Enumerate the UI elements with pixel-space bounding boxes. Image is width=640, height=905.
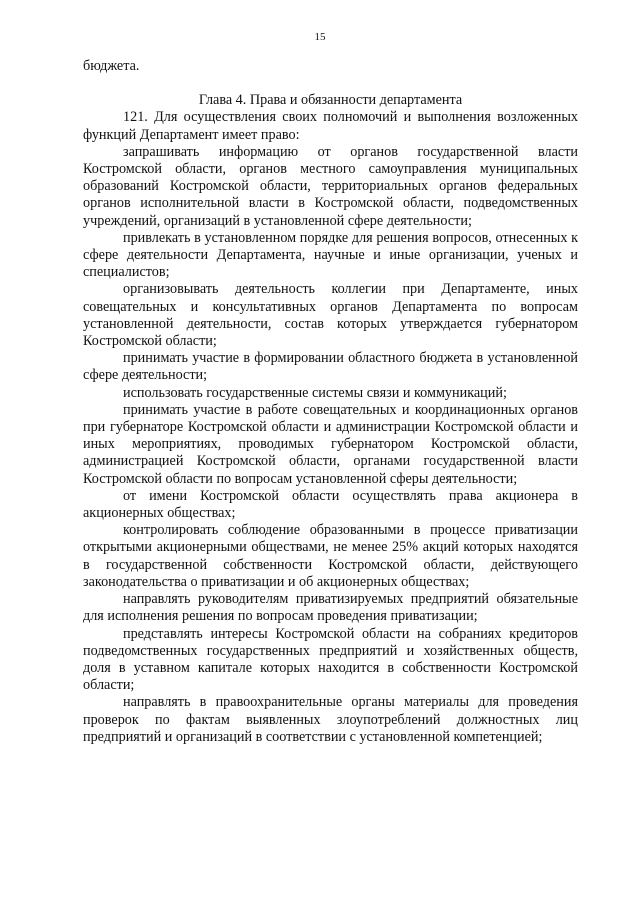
right-item-2: привлекать в установленном порядке для решения вопросов, отнесенных к сфере деятельности Департамента, научные и иные организации, ученых и специалистов; [83,229,578,281]
right-item-1: запрашивать информацию от органов государственной власти Костромской области, органов местного самоуправления муниципальных образований Костромской области, территориальных органов федеральных органов исполнительной власти в Костромской области, подведомственных учреждений, организаций в установленной сфере деятельности; [83,143,578,229]
document-body [83,58,578,746]
clause-121-intro: 121. Для осуществления своих полномочий и выполнения возложенных функций Департамент имеет право: [83,109,578,143]
right-item-6: принимать участие в работе совещательных и координационных органов при губернаторе Костромской области и администрации Костромской области и иных мероприятиях, проводимых губернатором Костромской области, администрацией Костромской области, органами государственной власти Костромской области по вопросам установленной сферы деятельности; [83,401,578,487]
chapter-title: Глава 4. Права и обязанности департамента [198,92,463,109]
right-item-4: принимать участие в формировании областного бюджета в установленной сфере деятельности; [83,350,578,384]
right-item-11: направлять в правоохранительные органы материалы для проведения проверок по фактам выявленных злоупотреблений должностных лиц предприятий и организаций в соответствии с установленной компетенцией; [83,694,578,745]
right-item-9: направлять руководителям приватизируемых предприятий обязательные для исполнения решения по вопросам проведения приватизации; [83,591,578,625]
page-number: 15 [314,31,326,43]
right-item-10: представлять интересы Костромской области на собраниях кредиторов подведомственных государственных предприятий и хозяйственных обществ, доля в уставном капитале которых находится в собственности Костромской области; [83,625,578,694]
right-item-3: организовывать деятельность коллегии при Департаменте, иных совещательных и консультативных органов Департамента по вопросам установленной деятельности, состав которых утверждается губернатором Костромской области; [83,281,578,350]
right-item-8: контролировать соблюдение образованными в процессе приватизации открытыми акционерными обществами, не менее 25% акций которых находятся в государственной собственности Костромской области, действующего законодательства о приватизации и об акционерных обществах; [83,522,578,590]
lead-text: бюджета. [83,58,140,74]
right-item-5: использовать государственные системы связи и коммуникаций; [123,384,507,401]
right-item-7: от имени Костромской области осуществлять права акционера в акционерных обществах; [83,487,578,522]
